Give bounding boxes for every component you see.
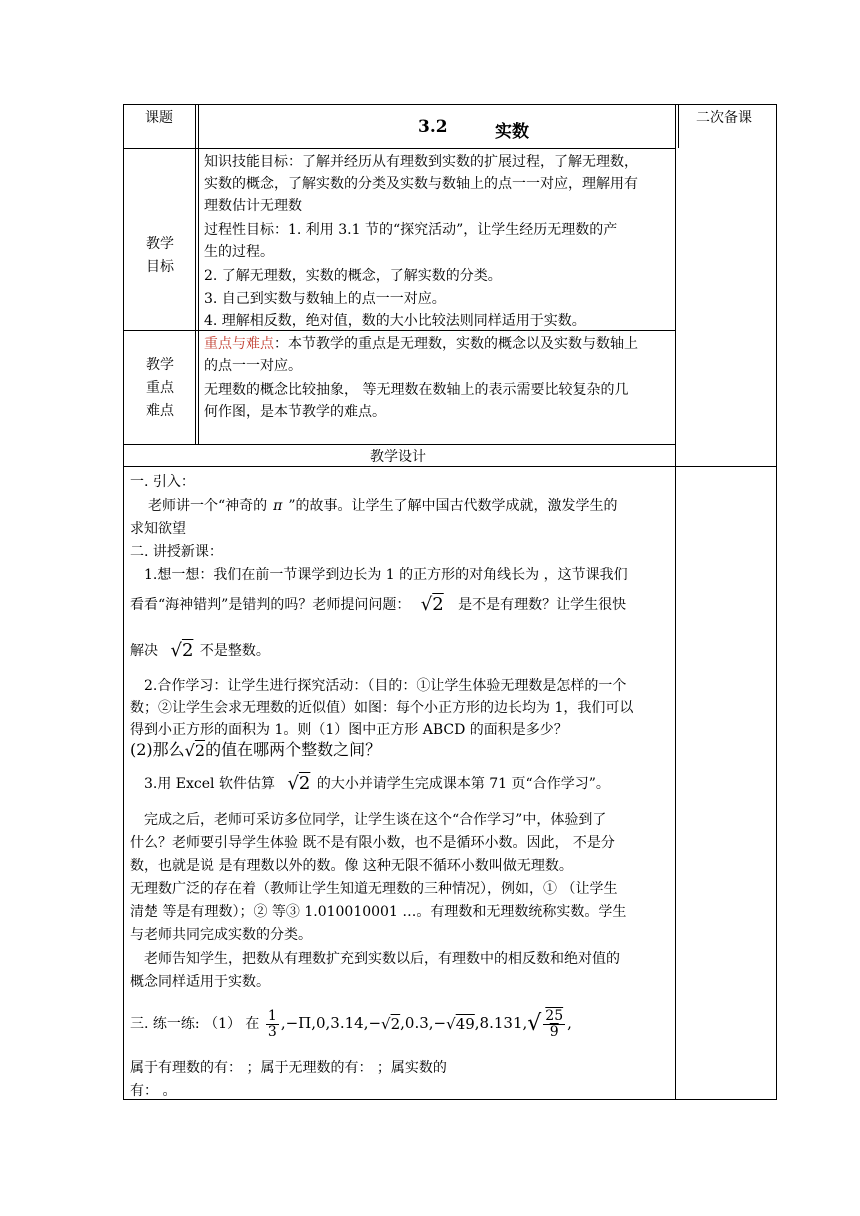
design-line-part: 看看“海神错判”是错判的吗？老师提问问题：: [130, 597, 411, 613]
table-border-top: [123, 104, 777, 105]
objectives-label-line2: 目标: [146, 259, 174, 275]
sqrt-fraction-expression: √ $\frac{25}{9}$: [527, 1007, 564, 1040]
design-heading: 教学设计: [370, 449, 426, 465]
design-line: 得到小正方形的面积为 1。则（1）图中正方形 ABCD 的面积是多少？: [130, 722, 568, 738]
focus-line-3: 无理数的概念比较抽象， 等无理数在数轴上的表示需要比较复杂的几: [204, 382, 629, 398]
sqrt-radicand: 2: [194, 740, 206, 760]
design-line: [130, 638, 270, 664]
design-line: 清楚 等是有理数）；② 等③ 1.010010001 …。有理数和无理数统称实数。学生: [130, 904, 627, 920]
sqrt-radicand: 2: [298, 773, 311, 794]
design-line-part: 的值在哪两个整数之间？: [205, 740, 382, 759]
design-line: 什么？老师要引导学生体验 既不是有限小数，也不是循环小数。因此， 不是分: [130, 835, 615, 851]
sqrt2-expression: √2: [381, 1015, 401, 1033]
objectives-line: 过程性目标：1. 利用 3.1 节的“探究活动”，让学生经历无理数的产: [204, 222, 618, 238]
sqrt-radicand: 2: [390, 1015, 401, 1033]
fraction-denominator: 9: [549, 1023, 559, 1040]
objectives-line: 理数估计无理数: [204, 198, 302, 214]
focus-line-1: [204, 334, 638, 354]
sqrt2-expression: √2: [184, 740, 206, 760]
side-column-header: 二次备课: [696, 110, 752, 126]
objectives-line: 知识技能目标：了解并经历从有理数到实数的扩展过程，了解无理数，: [204, 154, 638, 170]
practice-line: [130, 1003, 572, 1043]
row-divider-design-heading-top: [123, 466, 777, 467]
design-line-part: 3.用 Excel 软件估算: [144, 776, 275, 792]
sqrt-radicand: 2: [181, 640, 194, 661]
focus-line1-rest: ：本节教学的重点是无理数，实数的概念以及实数与数轴上: [274, 336, 638, 352]
label-topic: 课题: [145, 110, 173, 126]
design-line-part: 三. 练一练: （1） 在: [130, 1016, 260, 1032]
focus-line-4: 何作图，是本节教学的难点。: [204, 404, 386, 420]
lesson-title: 实数: [495, 122, 529, 142]
focus-label: [131, 354, 189, 423]
objectives-line: 3. 自己到实数与数轴上的点一一对应。: [204, 291, 446, 307]
sqrt-radicand: 2: [432, 594, 444, 615]
design-line-part: 的大小并请学生完成课本第 71 页“合作学习”。: [316, 776, 610, 792]
focus-line-2: 的点一一对应。: [204, 358, 302, 374]
objectives-line: 4. 理解相反数，绝对值，数的大小比较法则同样适用于实数。: [204, 313, 586, 329]
design-line: 无理数广泛的存在着（教师让学生知道无理数的三种情况），例如，① （让学生: [130, 881, 618, 897]
design-line: 数；②让学生会求无理数的近似值）如图：每个小正方形的边长均为 1，我们可以: [130, 700, 634, 716]
focus-label-line3: 难点: [146, 403, 174, 419]
practice-number-list: [264, 1007, 572, 1040]
design-line: [148, 496, 618, 516]
design-line: 求知欲望: [130, 521, 186, 537]
design-line: 完成之后，老师可采访多位同学，让学生谈在这个“合作学习”中，体验到了: [144, 812, 607, 828]
table-border-left: [123, 104, 124, 1100]
design-line: 二. 讲授新课：: [130, 544, 223, 560]
design-line-part: 是不是有理数？让学生很快: [458, 597, 627, 613]
design-line: 概念同样适用于实数。: [130, 974, 270, 990]
row-divider-title: [123, 148, 676, 149]
design-line-part: 老师讲一个“神奇的: [148, 498, 268, 514]
design-line-part: (2)那么: [130, 740, 185, 759]
label-col-divider: [195, 104, 196, 445]
fraction-one-third: [266, 1009, 279, 1040]
sqrt2-expression: √2: [420, 594, 444, 615]
design-line: 2.合作学习：让学生进行探究活动：（目的：①让学生体验无理数是怎样的一个: [144, 678, 627, 694]
table-border-bottom: [123, 1099, 777, 1100]
sqrt49-expression: √49: [446, 1015, 475, 1033]
number-list-part: ,0.3,−: [400, 1014, 447, 1032]
number-list-part: ,: [567, 1014, 572, 1032]
design-line: 属于有理数的有： ；属于无理数的有： ；属实数的: [130, 1060, 447, 1076]
content-col-divider-inner: [198, 104, 199, 445]
design-line: 数，也就是说 是有理数以外的数。像 这种无限不循环小数叫做无理数。: [130, 858, 573, 874]
design-line-part: ”的故事。让学生了解中国古代数学成就，激发学生的: [288, 498, 618, 514]
design-line: [130, 738, 381, 763]
design-line: [130, 592, 626, 618]
design-line: 一. 引入：: [130, 474, 195, 490]
sqrt-radicand: 49: [455, 1015, 475, 1033]
design-line: 老师告知学生，把数从有理数扩充到实数以后，有理数中的相反数和绝对值的: [144, 951, 620, 967]
objectives-line: 2. 了解无理数，实数的概念，了解实数的分类。: [204, 268, 502, 284]
objectives-line: 实数的概念，了解实数的分类及实数与数轴上的点一一对应，理解用有: [204, 176, 638, 192]
design-line: 1.想一想：我们在前一节课学到边长为 1 的正方形的对角线长为 ，这节课我们: [144, 567, 628, 583]
design-line: 有： 。: [130, 1083, 177, 1099]
table-border-right: [776, 104, 777, 1100]
design-line-part: 不是整数。: [199, 643, 270, 659]
focus-key-prefix: 重点与难点: [204, 336, 274, 352]
objectives-label: [131, 233, 189, 279]
number-list-part: ,−Π,0,3.14,−: [280, 1014, 382, 1032]
focus-label-line2: 重点: [146, 380, 174, 396]
row-divider-focus: [123, 444, 676, 445]
design-line-part: 解决: [130, 643, 158, 659]
fraction-numerator: 25: [545, 1007, 564, 1024]
side-col-divider: [675, 104, 676, 1100]
fraction-numerator: 1: [267, 1007, 277, 1024]
design-line: [144, 771, 610, 797]
design-line: 与老师共同完成实数的分类。: [130, 927, 312, 943]
sqrt2-expression: √2: [287, 773, 311, 794]
number-list-part: ,8.131,: [474, 1014, 528, 1032]
lesson-number: 3.2: [418, 117, 448, 137]
fraction-25-9: [543, 1009, 565, 1040]
side-col-divider-inner: [678, 104, 679, 148]
sqrt2-expression: √2: [170, 640, 194, 661]
objectives-line: 生的过程。: [204, 244, 274, 260]
objectives-label-line1: 教学: [146, 236, 174, 252]
focus-label-line1: 教学: [146, 357, 174, 373]
fraction-denominator: 3: [267, 1023, 277, 1040]
pi-symbol: π: [273, 498, 283, 514]
